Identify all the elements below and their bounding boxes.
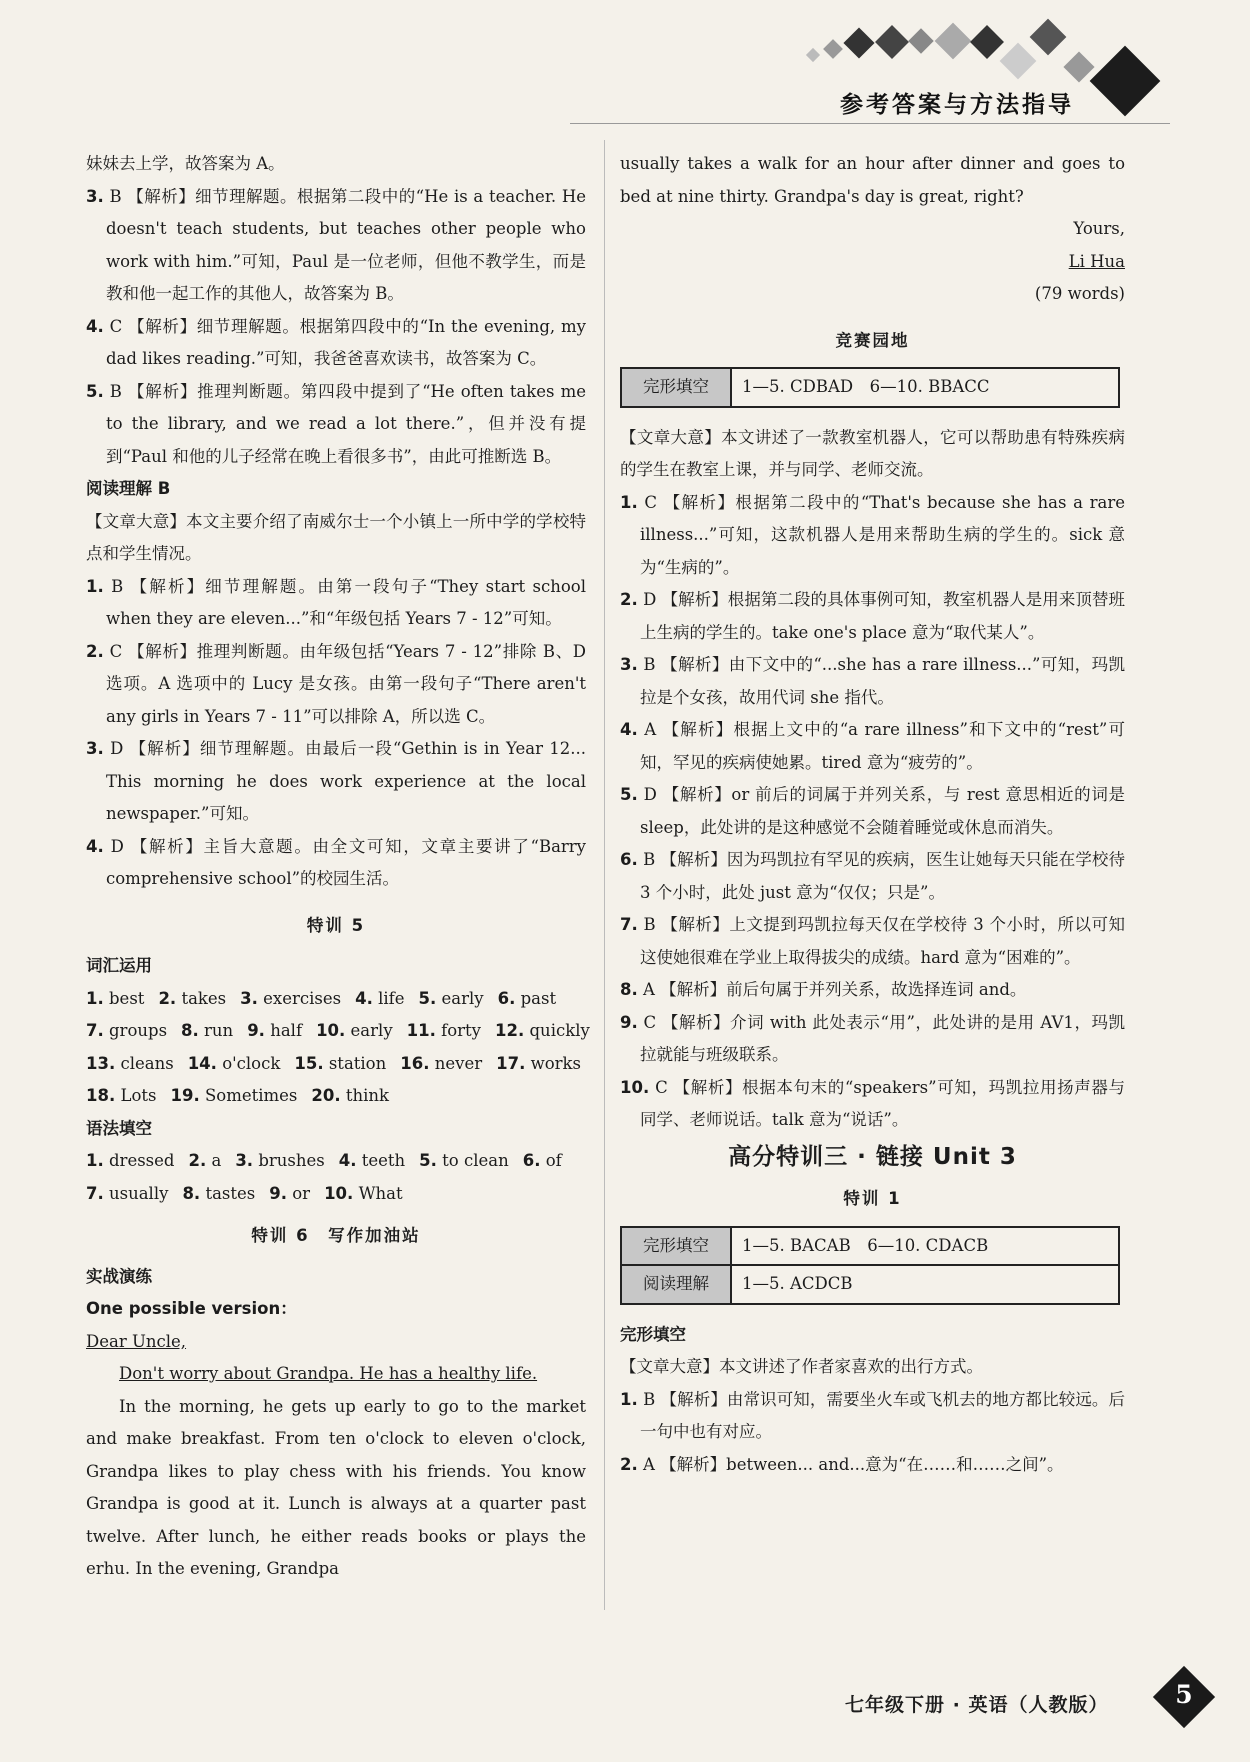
- letter-closing: Yours,: [1073, 219, 1125, 238]
- answer-pair: [86, 1080, 156, 1113]
- answer-item: [620, 1007, 1125, 1072]
- answer-number: 9.: [269, 1183, 287, 1203]
- diamond-icon: [935, 23, 972, 60]
- item-text: D 【解析】主旨大意题。由全文可知，文章主要讲了“Barry comprehensive school”的校园生活。: [106, 836, 587, 888]
- answer-word: early: [441, 988, 484, 1008]
- answer-pair: [170, 1080, 297, 1113]
- item-number: 2.: [620, 1454, 638, 1474]
- item-number: 2.: [620, 590, 638, 609]
- continued-text: 妹妹去上学，故答案为 A。: [86, 154, 285, 173]
- item-text: B 【解析】细节理解题。由第一段句子“They start school when they are eleven...”和“年级包括 Years 7 - 12”可知。: [106, 576, 586, 628]
- answer-row: [86, 983, 586, 1016]
- answer-word: works: [530, 1053, 582, 1073]
- answer-number: 6.: [497, 988, 516, 1008]
- answer-item: [620, 649, 1125, 714]
- grammar-answers: [86, 1145, 586, 1210]
- item-text: B 【解析】由下文中的“...she has a rare illness...”可知，玛凯拉是个女孩，故用代词 she 指代。: [640, 655, 1125, 707]
- answer-word: Lots: [120, 1086, 157, 1105]
- answer-item: [620, 714, 1125, 779]
- answer-word: half: [270, 1021, 303, 1040]
- vocab-answers: [86, 983, 590, 1113]
- article-summary: 【文章大意】本文主要介绍了南威尔士一个小镇上一所中学的学校特点和学生情况。: [86, 511, 586, 563]
- answer-pair: [181, 1015, 233, 1048]
- competition-title: 竞赛园地: [835, 330, 910, 350]
- answer-pair: [86, 1048, 174, 1081]
- item-text: A 【解析】between... and...意为“在……和……之间”。: [643, 1454, 1064, 1474]
- answer-pair: [400, 1048, 482, 1081]
- letter-topic-sentence: Don't worry about Grandpa. He has a healthy life.: [119, 1364, 538, 1383]
- vocab-heading: 词汇运用: [86, 956, 152, 975]
- answer-number: 5.: [418, 988, 437, 1008]
- answer-item: [620, 974, 1125, 1007]
- item-number: 10.: [620, 1077, 650, 1097]
- answer-list-3: [620, 487, 1125, 1137]
- answer-number: 15.: [294, 1053, 324, 1073]
- answer-item: [86, 636, 586, 734]
- answer-number: 8.: [182, 1183, 201, 1203]
- answer-number: 4.: [355, 988, 373, 1008]
- section-title-1: 特训 1: [843, 1189, 902, 1208]
- answer-list-1: [86, 181, 586, 474]
- answer-number: 20.: [311, 1086, 341, 1105]
- answer-number: 1.: [86, 1151, 104, 1170]
- answer-word: or: [292, 1183, 311, 1203]
- answer-number: 3.: [240, 988, 258, 1008]
- answer-pair: [407, 1015, 481, 1048]
- answer-word: Sometimes: [204, 1086, 298, 1105]
- item-number: 4.: [86, 836, 104, 856]
- header-title: 参考答案与方法指导: [840, 92, 1074, 118]
- item-text: C 【解析】根据第二段中的“That's because she has a rare illness...”可知，这款机器人是用来帮助生病的学生的。sick 意为“生病的”。: [640, 492, 1125, 577]
- answer-number: 8.: [181, 1021, 199, 1040]
- column-divider: [604, 140, 605, 1610]
- item-number: 1.: [620, 492, 638, 512]
- answer-pair: [294, 1048, 386, 1081]
- answer-pair: [188, 1048, 281, 1081]
- table-row: [621, 1227, 1119, 1266]
- answer-row: [86, 1145, 586, 1178]
- item-number: 1.: [620, 1389, 638, 1409]
- article-summary: 【文章大意】本文讲述了作者家喜欢的出行方式。: [620, 1357, 983, 1376]
- answer-word: What: [358, 1183, 403, 1203]
- table-answer: 1—5. ACDCB: [731, 1265, 1119, 1304]
- table-answer: 1—5. BACAB 6—10. CDACB: [731, 1227, 1119, 1266]
- answer-pair: [324, 1178, 403, 1211]
- answer-number: 12.: [495, 1021, 525, 1040]
- answer-item: [620, 487, 1125, 585]
- answer-number: 1.: [86, 988, 104, 1008]
- diamond-icon: [1090, 46, 1161, 117]
- diamond-icon: [970, 25, 1004, 59]
- answer-word: quickly: [529, 1021, 590, 1040]
- answer-word: groups: [109, 1021, 168, 1040]
- answer-number: 10.: [316, 1021, 346, 1040]
- answer-word: past: [520, 988, 557, 1008]
- answer-row: [86, 1178, 586, 1211]
- answer-pair: [419, 983, 484, 1016]
- answer-number: 11.: [406, 1021, 436, 1040]
- answer-word: forty: [441, 1021, 482, 1040]
- diamond-icon: [908, 28, 933, 53]
- answer-word: teeth: [361, 1151, 406, 1170]
- diamond-icon: [823, 39, 843, 59]
- answer-pair: [339, 1145, 405, 1178]
- left-column: [86, 148, 590, 1586]
- answer-item: [620, 1384, 1125, 1449]
- item-number: 3.: [620, 655, 638, 674]
- answer-number: 7.: [86, 1021, 104, 1040]
- answer-number: 9.: [247, 1021, 265, 1040]
- answer-pair: [498, 983, 557, 1016]
- table-row: [621, 368, 1119, 407]
- answer-word: tastes: [205, 1183, 256, 1203]
- answer-item: [620, 909, 1125, 974]
- answer-pair: [86, 1145, 174, 1178]
- item-text: B 【解析】因为玛凯拉有罕见的疾病，医生让她每天只能在学校待 3 个小时，此处 just 意为“仅仅；只是”。: [640, 850, 1125, 902]
- answer-word: usually: [109, 1183, 169, 1203]
- answer-word: of: [545, 1151, 562, 1170]
- table-label: 完形填空: [621, 368, 731, 407]
- right-column: [620, 148, 1125, 1481]
- answer-word: exercises: [263, 988, 342, 1008]
- item-text: C 【解析】根据本句末的“speakers”可知，玛凯拉用扬声器与同学、老师说话。talk 意为“说话”。: [640, 1077, 1125, 1129]
- answer-item: [620, 844, 1125, 909]
- item-text: B 【解析】细节理解题。根据第二段中的“He is a teacher. He doesn't teach students, but teaches other people who work with him.”可知，Paul 是一位老师，但他不教学生，而是教和他一起工作的其他人，故答案为 B。: [106, 186, 587, 303]
- answer-pair: [496, 1048, 581, 1081]
- answer-number: 17.: [496, 1053, 526, 1073]
- answer-word: best: [109, 988, 145, 1008]
- unit-title: 高分特训三 · 链接 Unit 3: [728, 1143, 1017, 1170]
- answer-pair: [355, 983, 404, 1016]
- grammar-heading: 语法填空: [86, 1118, 152, 1138]
- item-number: 3.: [86, 739, 104, 758]
- article-summary: 【文章大意】本文讲述了一款教室机器人，它可以帮助患有特殊疾病的学生在教室上课，并与同学、老师交流。: [620, 427, 1125, 479]
- answer-number: 5.: [419, 1151, 437, 1170]
- answer-word: life: [378, 988, 405, 1008]
- diamond-icon: [806, 48, 820, 62]
- item-text: B 【解析】推理判断题。第四段中提到了“He often takes me to the library, and we read a lot there.”，但并没有提到“Paul 和他的儿子经常在晚上看很多书”，由此可推断选 B。: [106, 381, 586, 466]
- item-number: 9.: [620, 1012, 638, 1032]
- item-text: C 【解析】推理判断题。由年级包括“Years 7 - 12”排除 B、D 选项。A 选项中的 Lucy 是女孩。由第一段句子“There aren't any girls in Years 7 - 11”可以排除 A，所以选 C。: [106, 641, 587, 726]
- cloze-heading: 完形填空: [620, 1324, 686, 1344]
- page-number: 5: [1175, 1680, 1193, 1709]
- answer-row: [86, 1048, 586, 1081]
- answer-row: [86, 1080, 586, 1113]
- answer-pair: [419, 1145, 509, 1178]
- section-heading-reading-b: 阅读理解 B: [86, 479, 171, 498]
- item-text: B 【解析】上文提到玛凯拉每天仅在学校待 3 个小时，所以可知这使她很难在学业上取得拔尖的成绩。hard 意为“困难的”。: [640, 915, 1125, 967]
- answer-item: [86, 311, 586, 376]
- answer-word: station: [328, 1053, 387, 1073]
- answer-number: 10.: [324, 1183, 354, 1203]
- table-answer: 1—5. CDBAD 6—10. BBACC: [731, 368, 1119, 407]
- diamond-icon: [1000, 43, 1037, 80]
- letter-first-line: [86, 1358, 586, 1391]
- answer-word: a: [211, 1151, 222, 1170]
- answer-pair: [495, 1015, 590, 1048]
- answer-word: brushes: [258, 1151, 325, 1170]
- answer-row: [86, 1015, 590, 1048]
- answer-pair: [316, 1015, 393, 1048]
- answer-table-1: [620, 367, 1120, 408]
- item-text: C 【解析】介词 with 此处表示“用”，此处讲的是用 AV1，玛凯拉就能与班级联系。: [640, 1012, 1126, 1064]
- answer-number: 3.: [235, 1151, 254, 1170]
- answer-number: 6.: [522, 1151, 541, 1170]
- letter-continued: usually takes a walk for an hour after dinner and goes to bed at nine thirty. Grandpa's day is great, right?: [620, 154, 1125, 206]
- answer-number: 2.: [188, 1151, 207, 1170]
- answer-number: 13.: [86, 1053, 116, 1073]
- item-number: 4.: [620, 720, 638, 739]
- answer-number: 18.: [86, 1086, 116, 1105]
- diamond-icon: [1030, 19, 1067, 56]
- practice-heading: 实战演练: [86, 1266, 152, 1286]
- item-number: 6.: [620, 850, 638, 869]
- answer-number: 19.: [170, 1086, 200, 1105]
- item-text: D 【解析】细节理解题。由最后一段“Gethin is in Year 12... This morning he does work experience at the local newspaper.”可知。: [106, 739, 587, 823]
- answer-pair: [86, 1178, 168, 1211]
- answer-list-4: [620, 1384, 1125, 1482]
- header-rule: [570, 123, 1170, 124]
- answer-word: takes: [181, 988, 227, 1008]
- table-label: 完形填空: [621, 1227, 731, 1266]
- answer-item: [620, 1072, 1125, 1137]
- answer-word: run: [204, 1021, 234, 1040]
- item-text: A 【解析】前后句属于并列关系，故选择连词 and。: [643, 980, 1027, 999]
- letter-greeting: Dear Uncle,: [86, 1331, 187, 1351]
- item-number: 1.: [86, 576, 104, 596]
- answer-pair: [311, 1080, 389, 1113]
- answer-item: [620, 584, 1125, 649]
- answer-number: 14.: [187, 1053, 217, 1073]
- answer-word: o'clock: [222, 1053, 281, 1073]
- answer-number: 4.: [338, 1151, 357, 1170]
- answer-pair: [269, 1178, 310, 1211]
- answer-word: dressed: [109, 1151, 175, 1170]
- item-number: 7.: [620, 915, 638, 934]
- answer-word: never: [434, 1053, 483, 1073]
- answer-item: [86, 181, 586, 311]
- footer-text: 七年级下册 · 英语（人教版）: [845, 1694, 1109, 1716]
- item-number: 3.: [86, 186, 104, 206]
- answer-pair: [188, 1145, 221, 1178]
- item-text: C 【解析】细节理解题。根据第四段中的“In the evening, my dad likes reading.”可知，我爸爸喜欢读书，故答案为 C。: [106, 316, 586, 368]
- item-number: 5.: [620, 785, 638, 804]
- answer-item: [86, 571, 586, 636]
- letter-paragraph: In the morning, he gets up early to go to the market and make breakfast. From ten o'clock to eleven o'clock, Grandpa likes to play chess with his friends. You know Grandpa is good at it. Lunch is always at a quarter past twelve. After lunch, he either reads books or plays the erhu. In the evening, Grandpa: [86, 1396, 586, 1578]
- item-text: D 【解析】根据第二段的具体事例可知，教室机器人是用来顶替班上生病的学生的。take one's place 意为“取代某人”。: [640, 590, 1125, 642]
- answer-table-2: [620, 1226, 1120, 1305]
- diamond-icon: [875, 25, 909, 59]
- answer-word: cleans: [120, 1053, 174, 1073]
- table-row: [621, 1265, 1119, 1304]
- diamond-icon: [1063, 51, 1094, 82]
- answer-pair: [86, 983, 144, 1016]
- letter-signature: Li Hua: [1068, 251, 1125, 271]
- answer-item: [620, 779, 1125, 844]
- answer-word: early: [350, 1021, 393, 1040]
- item-number: 4.: [86, 316, 104, 336]
- answer-pair: [247, 1015, 302, 1048]
- item-number: 8.: [620, 980, 638, 999]
- answer-pair: [182, 1178, 255, 1211]
- answer-pair: [523, 1145, 562, 1178]
- diamond-icon: [843, 27, 874, 58]
- word-count: (79 words): [1034, 284, 1125, 303]
- answer-pair: [240, 983, 341, 1016]
- answer-word: to clean: [442, 1151, 509, 1170]
- item-text: A 【解析】根据上文中的“a rare illness”和下文中的“rest”可知，罕见的疾病使她累。tired 意为“疲劳的”。: [640, 720, 1126, 772]
- answer-pair: [158, 983, 226, 1016]
- version-label: One possible version：: [86, 1299, 297, 1318]
- item-number: 5.: [86, 381, 104, 401]
- answer-word: think: [345, 1086, 390, 1105]
- item-text: D 【解析】or 前后的词属于并列关系，与 rest 意思相近的词是 sleep，此处讲的是这种感觉不会随着睡觉或休息而消失。: [640, 785, 1125, 837]
- answer-list-2: [86, 571, 586, 896]
- section-title-6: 特训 6 写作加油站: [251, 1226, 421, 1245]
- answer-number: 7.: [86, 1183, 104, 1203]
- letter-signature-line: [620, 246, 1125, 279]
- answer-pair: [235, 1145, 324, 1178]
- item-text: B 【解析】由常识可知，需要坐火车或飞机去的地方都比较远。后一句中也有对应。: [640, 1389, 1125, 1441]
- answer-number: 2.: [158, 988, 177, 1008]
- answer-number: 16.: [400, 1053, 430, 1073]
- answer-item: [86, 831, 586, 896]
- section-title-5: 特训 5: [306, 915, 366, 935]
- answer-pair: [86, 1015, 167, 1048]
- answer-item: [86, 733, 586, 831]
- item-number: 2.: [86, 641, 104, 661]
- table-label: 阅读理解: [621, 1265, 731, 1304]
- answer-item: [620, 1449, 1125, 1482]
- answer-item: [86, 376, 586, 474]
